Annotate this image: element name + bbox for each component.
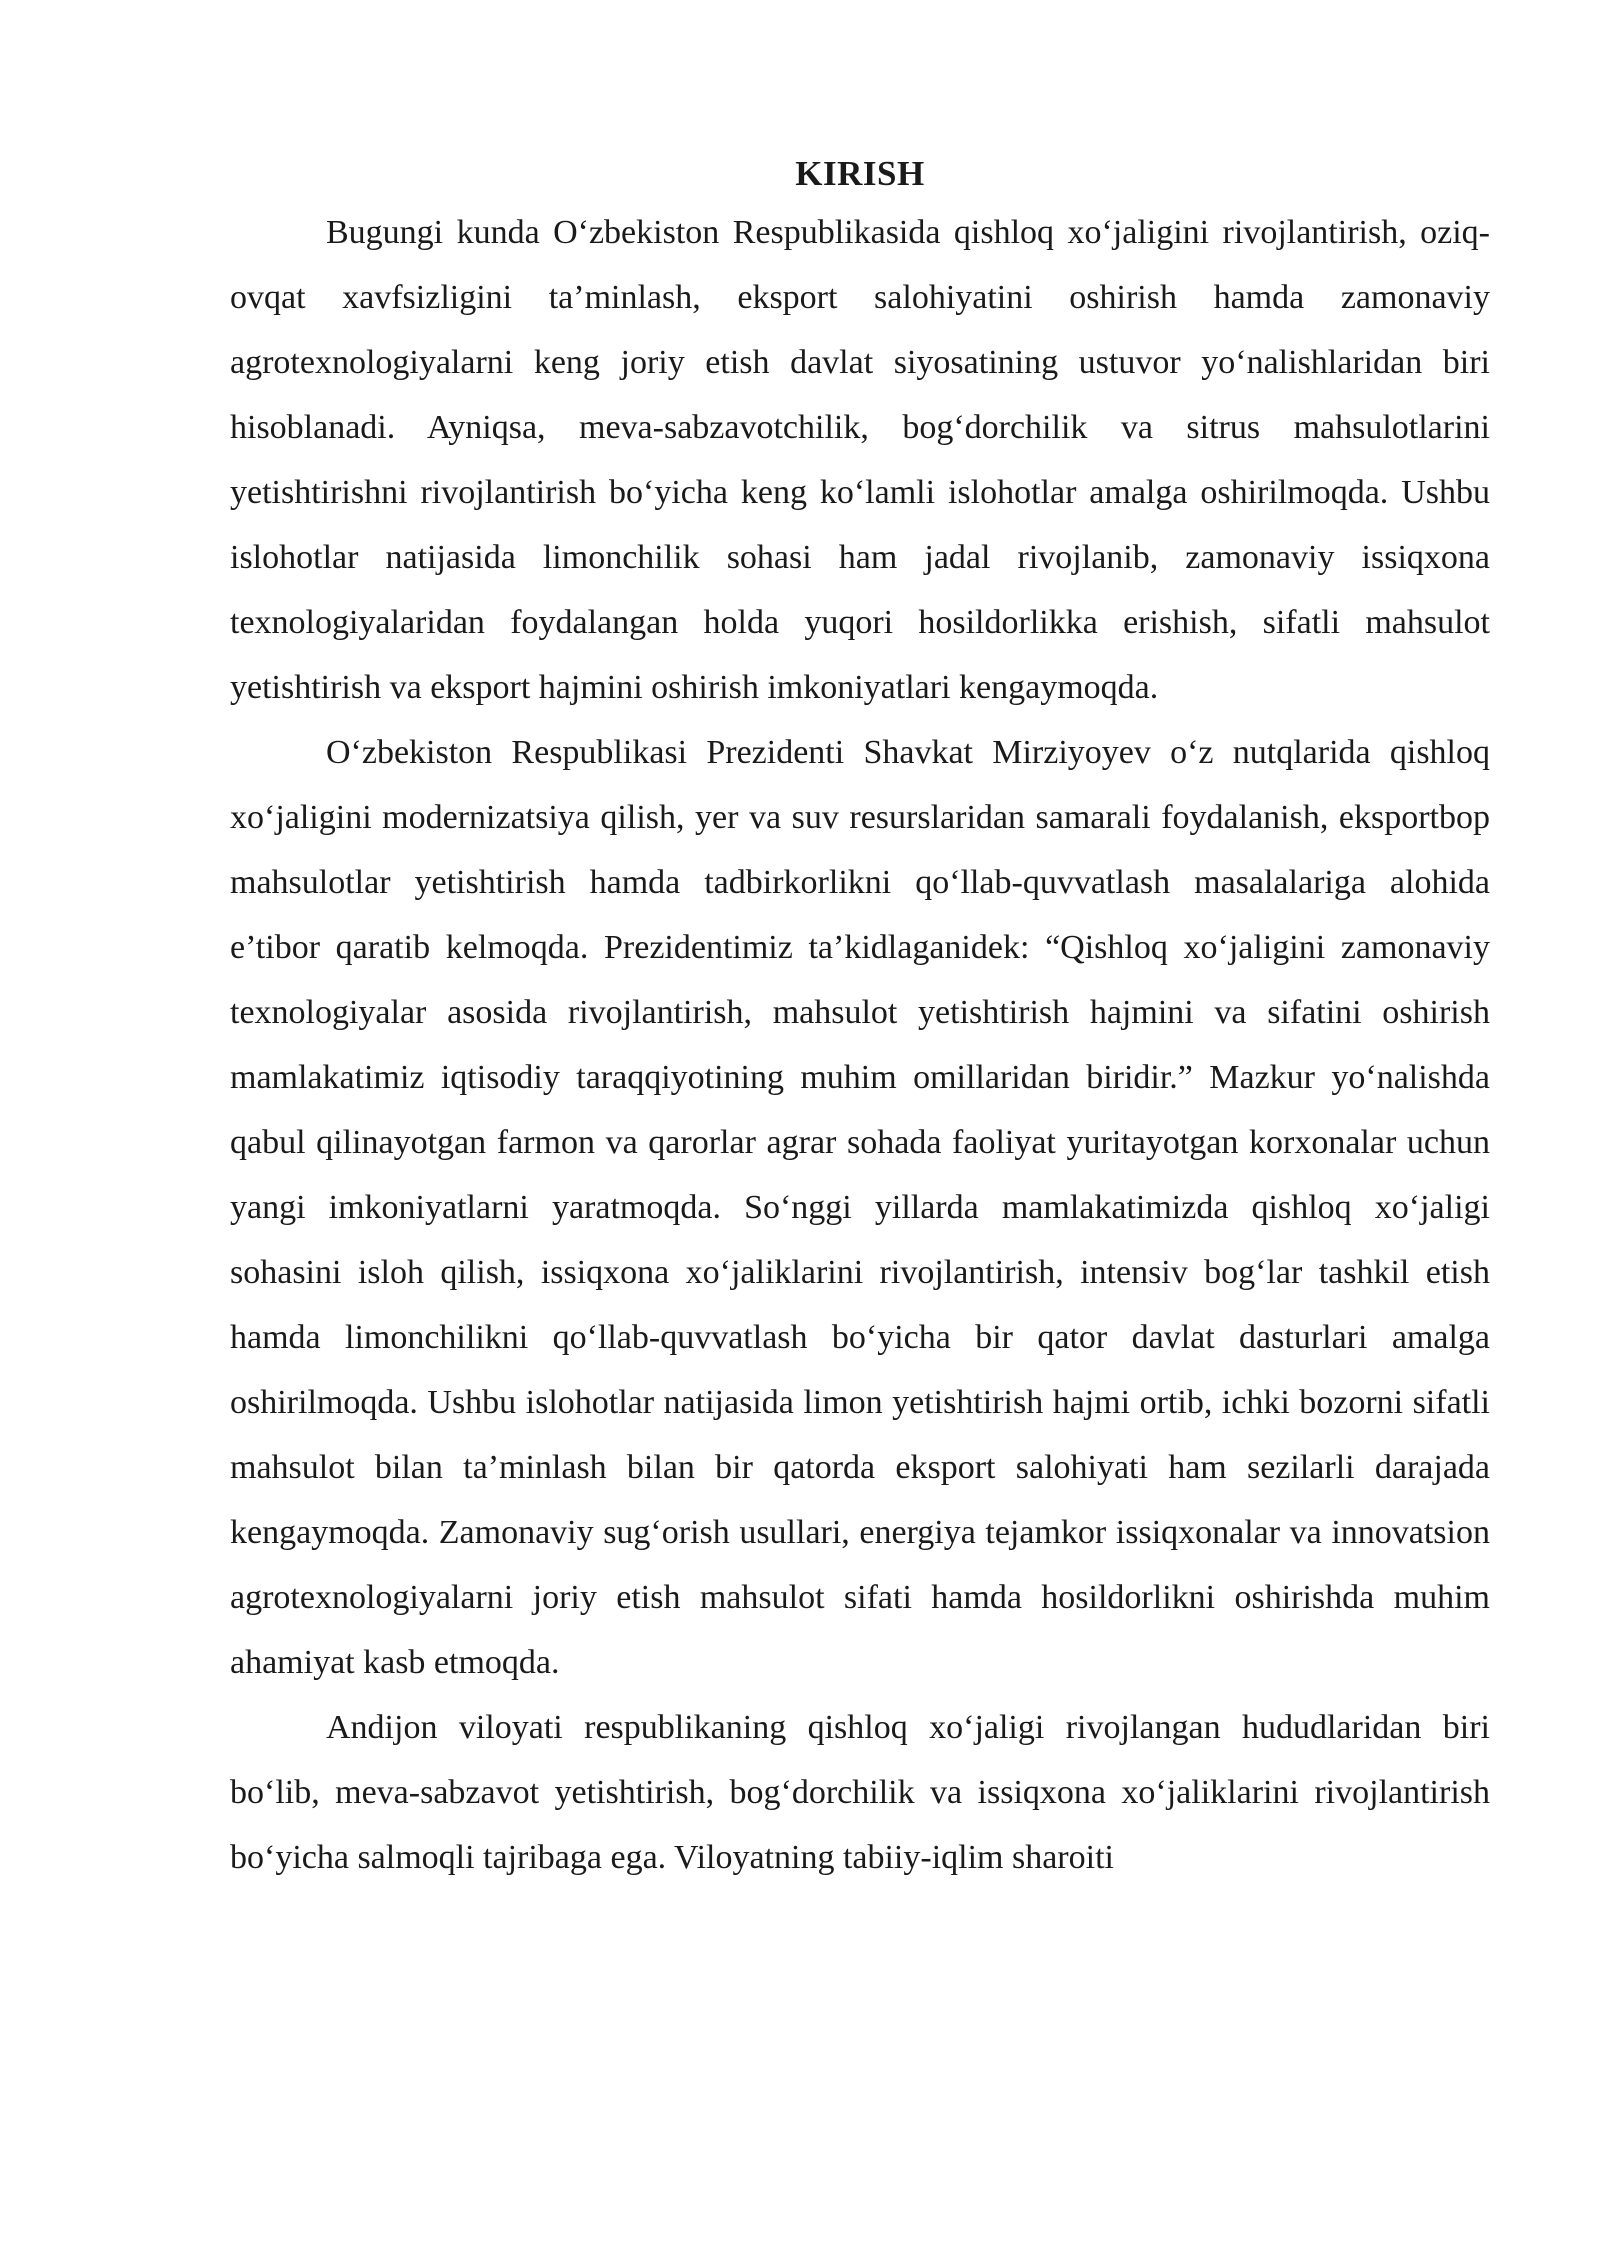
paragraph: Bugungi kunda O‘zbekiston Respublikasida qishloq xo‘jaligini rivojlantirish, oziq-ovqat xavfsizligini ta’minlash, eksport salohiyatini oshirish hamda zamonaviy agrotexnologiyalarni keng joriy etish davlat siyosatining ustuvor yo‘nalishlaridan biri hisoblanadi. Ayniqsa, meva-sabzavotchilik, bog‘dorchilik va sitrus mahsulotlarini yetishtirishni rivojlantirish bo‘yicha keng ko‘lamli islohotlar amalga oshirilmoqda. Ushbu islohotlar natijasida limonchilik sohasi ham jadal rivojlanib, zamonaviy issiqxona texnologiyalaridan foydalangan holda yuqori hosildorlikka erishish, sifatli mahsulot yetishtirish va eksport hajmini oshirish imkoniyatlari kengaymoqda. [230, 214, 1490, 706]
document-body [230, 148, 1490, 1890]
paragraph: Andijon viloyati respublikaning qishloq xo‘jaligi rivojlangan hududlaridan biri bo‘lib, meva-sabzavot yetishtirish, bog‘dorchilik va issiqxona xo‘jaliklarini rivojlantirish bo‘yicha salmoqli tajribaga ega. Viloyatning tabiiy-iqlim sharoiti [230, 1709, 1490, 1876]
paragraph: O‘zbekiston Respublikasi Prezidenti Shavkat Mirziyoyev o‘z nutqlarida qishloq xo‘jaligini modernizatsiya qilish, yer va suv resurslaridan samarali foydalanish, eksportbop mahsulotlar yetishtirish hamda tadbirkorlikni qo‘llab-quvvatlash masalalariga alohida e’tibor qaratib kelmoqda. Prezidentimiz ta’kidlaganidek: “Qishloq xo‘jaligini zamonaviy texnologiyalar asosida rivojlantirish, mahsulot yetishtirish hajmini va sifatini oshirish mamlakatimiz iqtisodiy taraqqiyotining muhim omillaridan biridir.” Mazkur yo‘nalishda qabul qilinayotgan farmon va qarorlar agrar sohada faoliyat yuritayotgan korxonalar uchun yangi imkoniyatlarni yaratmoqda. So‘nggi yillarda mamlakatimizda qishloq xo‘jaligi sohasini isloh qilish, issiqxona xo‘jaliklarini rivojlantirish, intensiv bog‘lar tashkil etish hamda limonchilikni qo‘llab-quvvatlash bo‘yicha bir qator davlat dasturlari amalga oshirilmoqda. Ushbu islohotlar natijasida limon yetishtirish hajmi ortib, ichki bozorni sifatli mahsulot bilan ta’minlash bilan bir qatorda eksport salohiyati ham sezilarli darajada kengaymoqda. Zamonaviy sug‘orish usullari, energiya tejamkor issiqxonalar va innovatsion agrotexnologiyalarni joriy etish mahsulot sifati hamda hosildorlikni oshirishda muhim ahamiyat kasb etmoqda. [230, 734, 1490, 1681]
document-title: KIRISH [795, 154, 925, 193]
